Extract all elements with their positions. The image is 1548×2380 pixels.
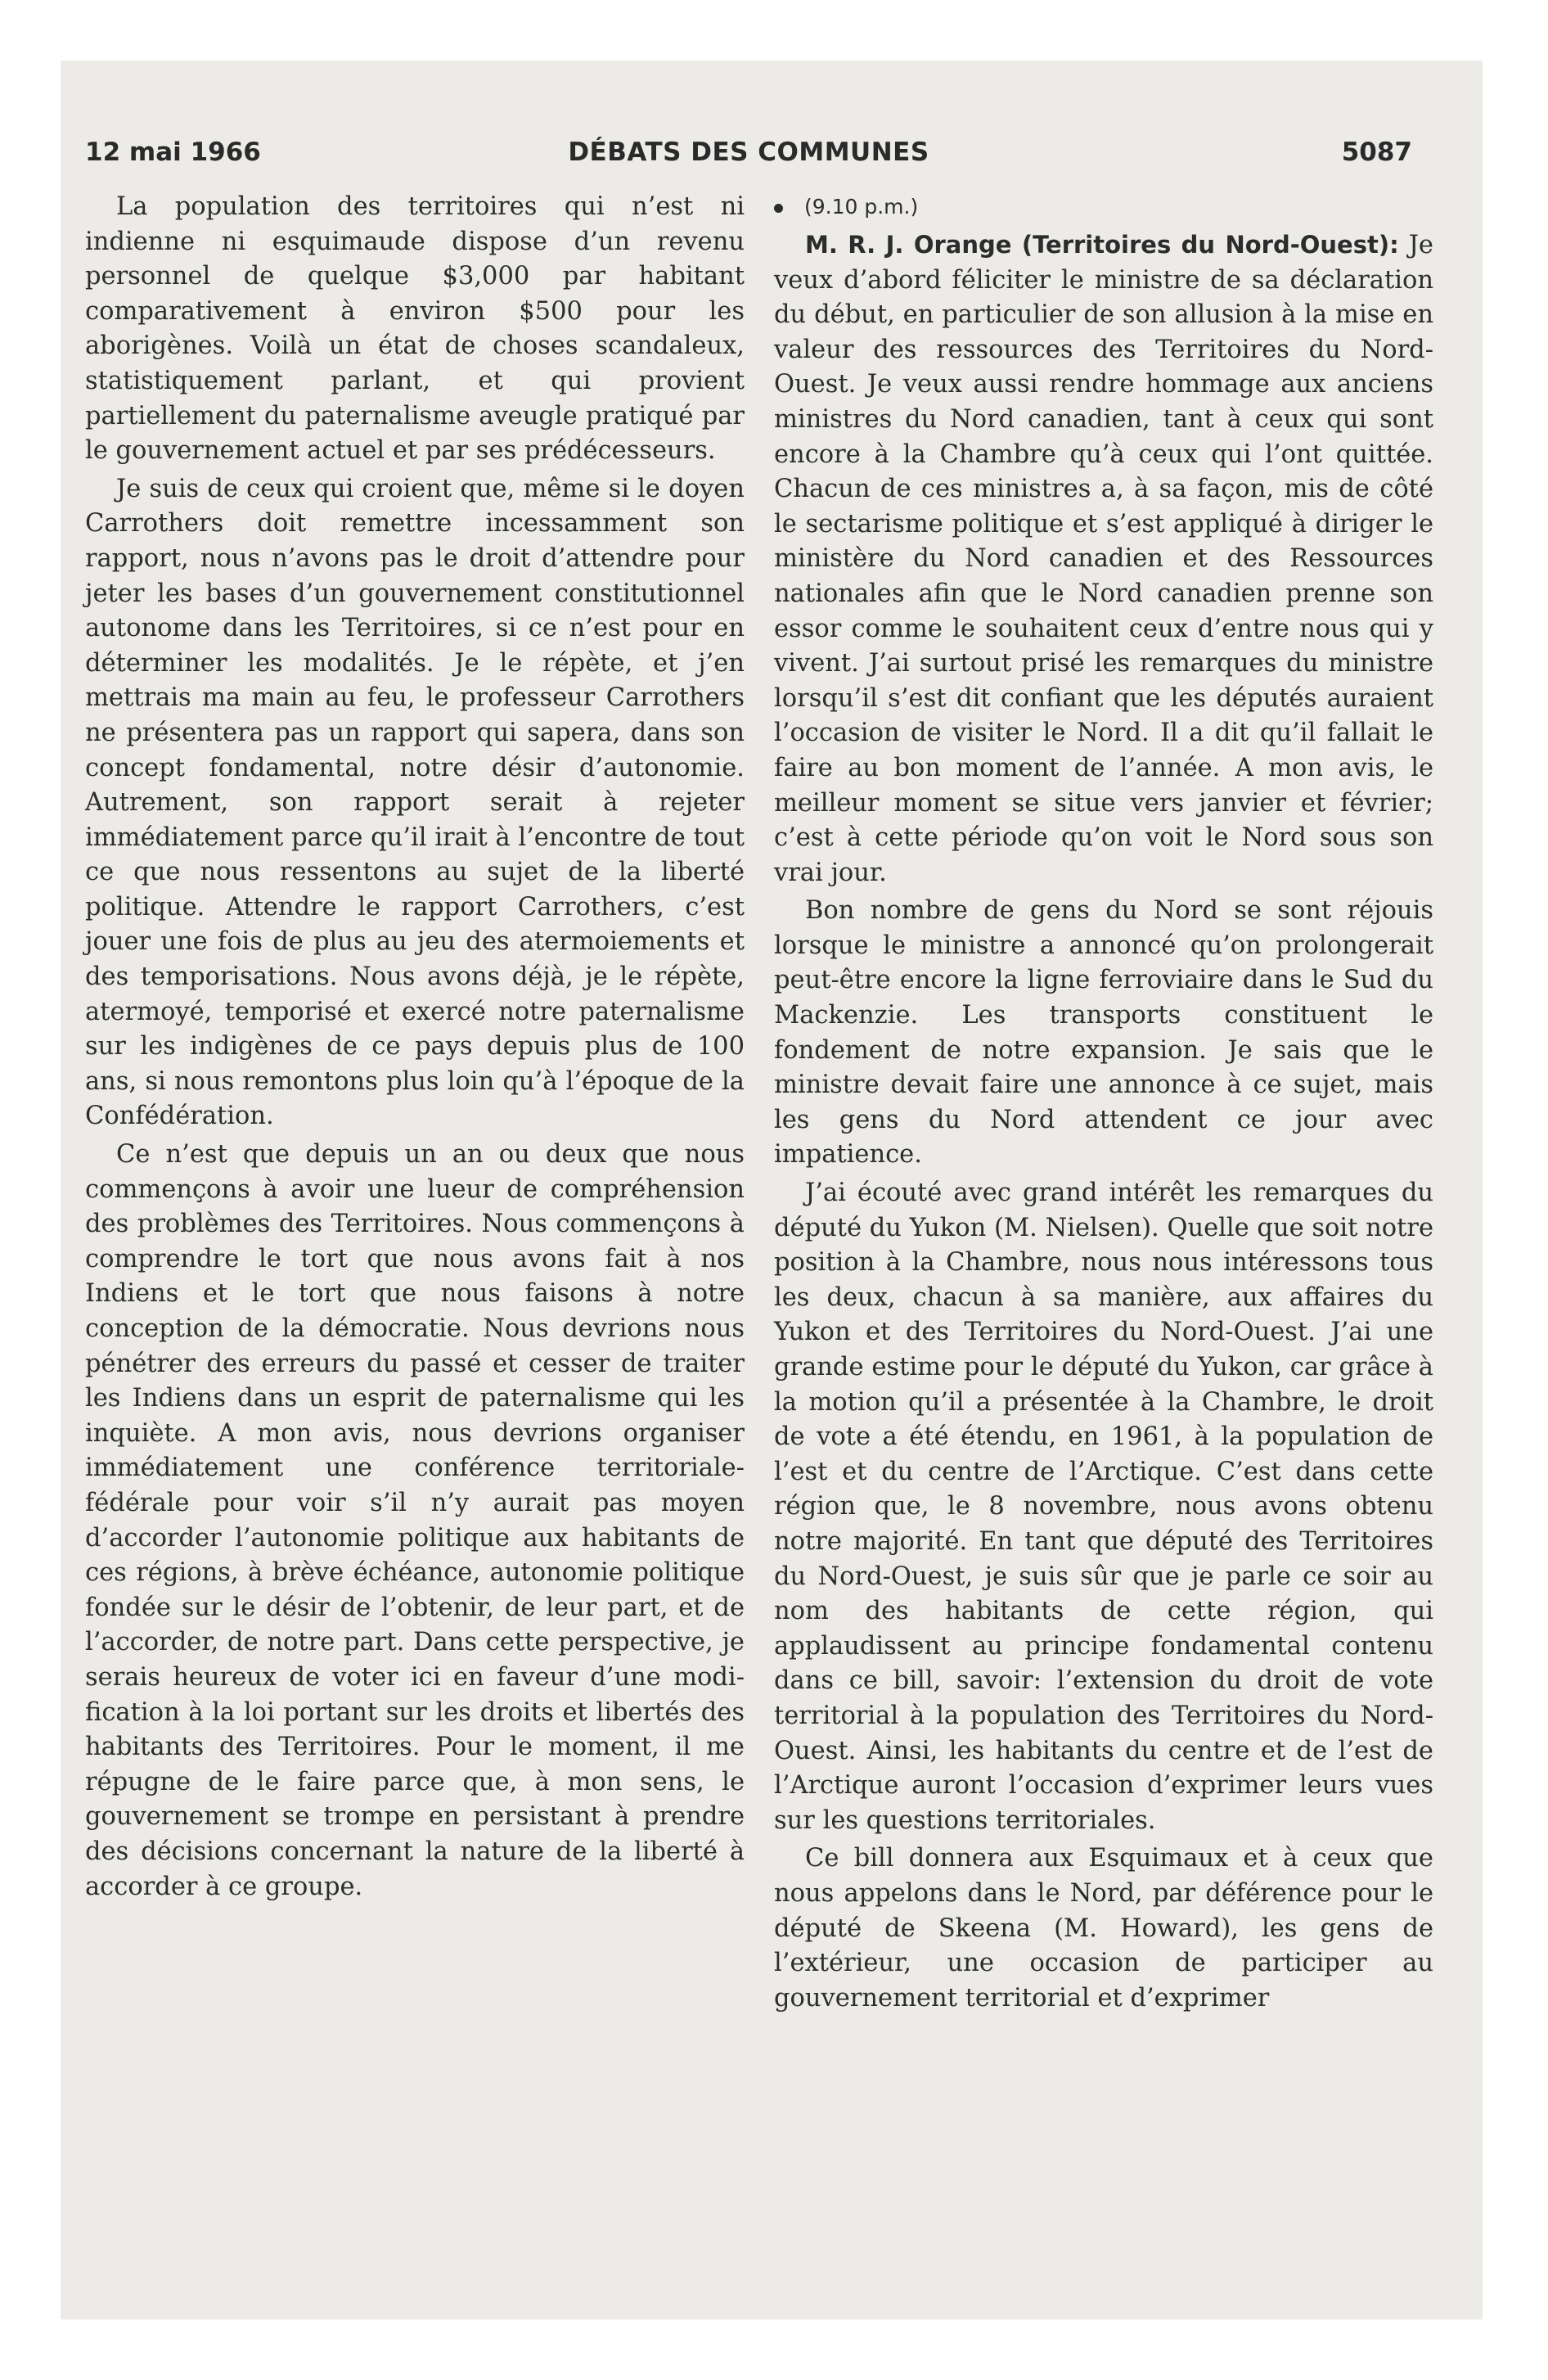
- paragraph: Bon nombre de gens du Nord se sont réjouis lorsque le ministre a annoncé qu’on prolongerait peut-être encore la ligne ferroviaire dans le Sud du Mackenzie. Les transports constituent le fondement de notre expansion. Je sais que le ministre devait faire une annonce à ce sujet, mais les gens du Nord attendent ce jour avec impatience.: [774, 896, 1433, 1170]
- right-column: [774, 190, 1433, 2019]
- speaker-name: M. R. J. Orange (Territoires du Nord-Ouest):: [805, 231, 1399, 259]
- paragraph: Je suis de ceux qui croient que, même si le doyen Carrothers doit remettre incessamment son rapport, nous n’avons pas le droit d’attendre pour jeter les bases d’un gouvernement constitutionnel autonome dans les Territoires, si ce n’est pour en déterminer les modalités. Je le répète, et j’en mettrais ma main au feu, le professeur Carrothers ne présentera pas un rapport qui sapera, dans son concept fondamental, notre désir d’autonomie. Autrement, son rapport serait à rejeter immédiatement parce qu’il irait à l’encontre de tout ce que nous ressentons au sujet de la liberté politique. Attendre le rapport Carrothers, c’est jouer une fois de plus au jeu des atermoiements et des temporisations. Nous avons déjà, je le répète, atermoyé, temporisé et exercé notre paternalisme sur les indigènes de ce pays depuis plus de 100 ans, si nous remontons plus loin qu’à l’époque de la Confédération.: [85, 474, 745, 1131]
- bullet-icon: [774, 204, 783, 213]
- timestamp: (9.10 p.m.): [804, 195, 919, 219]
- paragraph: J’ai écouté avec grand intérêt les remarques du député du Yukon (M. Nielsen). Quelle que soit notre position à la Chambre, nous nous intéressons tous les deux, chacun à sa manière, aux affaires du Yukon et des Territoires du Nord-Ouest. J’ai une grande estime pour le député du Yukon, car grâce à la motion qu’il a présentée à la Chambre, le droit de vote a été étendu, en 1961, à la population de l’est et du centre de l’Arctique. C’est dans cette région que, le 8 novembre, nous avons obtenu notre majorité. En tant que député des Territoires du Nord-Ouest, je suis sûr que je parle ce soir au nom des habitants de cette région, qui applaudissent au principe fondamental contenu dans ce bill, savoir: l’extension du droit de vote territorial à la population des Territoires du Nord-Ouest. Ainsi, les habitants du centre et de l’est de l’Arctique auront l’occasion d’exprimer leurs vues sur les questions territoriales.: [774, 1179, 1433, 1835]
- header-page-number: 5087: [1341, 137, 1412, 167]
- timestamp-line: [774, 190, 1433, 224]
- header-title: DÉBATS DES COMMUNES: [568, 137, 929, 167]
- speech-paragraph: [774, 228, 1433, 890]
- paragraph: Ce bill donnera aux Esquimaux et à ceux que nous appelons dans le Nord, par déférence pour le député de Skeena (M. Howard), les gens de l’extérieur, une occasion de participer au gouvernement territorial et d’exprimer: [774, 1844, 1433, 2013]
- paragraph-text: Je veux d’abord féliciter le ministre de sa déclaration du début, en particulier de son allusion à la mise en valeur des ressources des Territoires du Nord-Ouest. Je veux aussi rendre hommage aux anciens ministres du Nord canadien, tant à ceux qui sont encore à la Chambre qu’à ceux qui l’ont quittée. Chacun de ces ministres a, à sa façon, mis de côté le sectarisme politique et s’est appliqué à diriger le ministère du Nord canadien et des Ressources nationales afin que le Nord canadien prenne son essor comme le souhaitent ceux d’entre nous qui y vivent. J’ai surtout prisé les remarques du ministre lorsqu’il s’est dit confiant que les députés auraient l’occasion de visiter le Nord. Il a dit qu’il fallait le faire au bon moment de l’année. A mon avis, le meilleur moment se situe vers janvier et février; c’est à cette période qu’on voit le Nord sous son vrai jour.: [774, 231, 1433, 887]
- paragraph: Ce n’est que depuis un an ou deux que nous commençons à avoir une lueur de compréhension des problèmes des Territoires. Nous commençons à comprendre le tort que nous avons fait à nos Indiens et le tort que nous faisons à notre conception de la démocratie. Nous devrions nous pénétrer des erreurs du passé et cesser de traiter les Indiens dans un esprit de paternalisme qui les inquiète. A mon avis, nous devrions organiser immédiatement une conférence territoriale-fédérale pour voir s’il n’y aurait pas moyen d’accorder l’autonomie politique aux habitants de ces régions, à brève échéance, autonomie politique fondée sur le désir de l’obtenir, de leur part, et de l’accorder, de notre part. Dans cette perspective, je serais heureux de voter ici en faveur d’une modification à la loi portant sur les droits et libertés des habitants des Territoires. Pour le moment, il me répugne de le faire parce que, à mon sens, le gouvernement se trompe en persistant à prendre des décisions concernant la nature de la liberté à accorder à ce groupe.: [85, 1140, 745, 1901]
- page-header: [85, 137, 1412, 170]
- header-date: 12 mai 1966: [85, 137, 261, 167]
- left-column: [85, 190, 745, 1908]
- paragraph: La population des territoires qui n’est ni indienne ni esquimaude dispose d’un revenu personnel de quelque $3,000 par habitant comparativement à environ $500 pour les aborigènes. Voilà un état de choses scandaleux, statistiquement parlant, et qui provient partiellement du paternalisme aveugle pratiqué par le gouvernement actuel et par ses prédécesseurs.: [85, 192, 745, 466]
